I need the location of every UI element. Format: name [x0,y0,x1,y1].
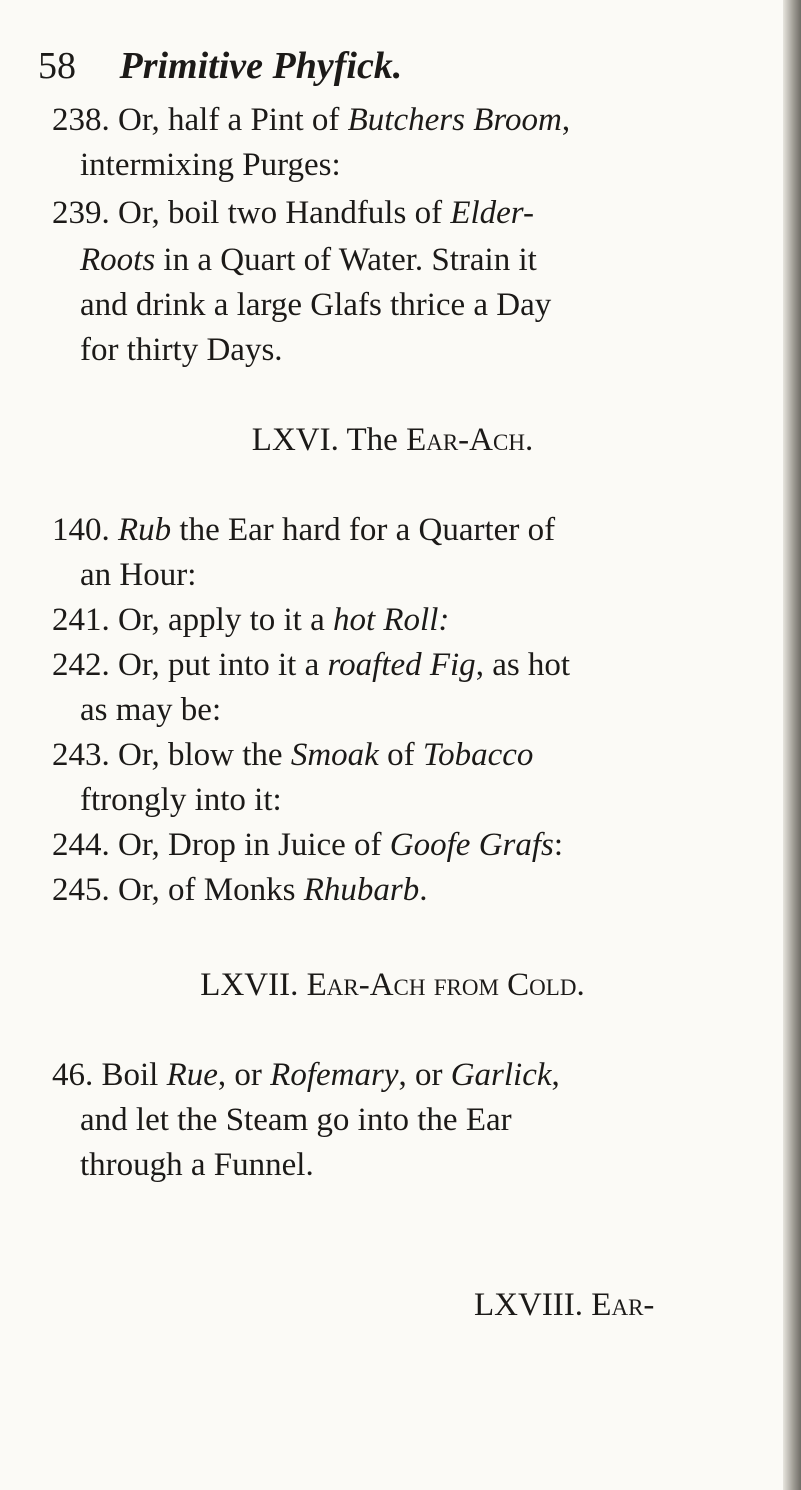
text-line [52,735,533,775]
text-line [52,870,427,910]
text-segment: LXVII. [200,967,307,1003]
text-segment: Rub [118,512,172,548]
text-segment: in a Quart of Water. Strain it [155,242,537,278]
text-segment: 238. Or, half a Pint of [52,102,348,138]
text-line [52,193,534,233]
text-line [52,510,555,550]
text-line [80,780,282,820]
running-title: Primitive Phyfick. [119,45,403,87]
text-line [80,240,537,280]
text-segment: Ear- [591,1287,655,1323]
text-segment: roafted Fig [327,647,476,683]
text-segment: , [551,1057,560,1093]
text-segment: an Hour: [80,557,197,593]
text-segment: , or [217,1057,271,1093]
catchword [474,1285,654,1325]
text-segment: , or [398,1057,451,1093]
text-segment: Rue [166,1057,218,1093]
text-segment: hot Roll: [332,602,450,638]
text-segment: Rhubarb [303,872,420,908]
text-segment: Tobacco [422,737,534,773]
text-segment: and let the Steam go into the Ear [80,1102,512,1138]
text-segment: Ear-Ach. [406,422,534,458]
text-segment: of [378,737,423,773]
text-segment: Ear-Ach from Cold. [306,967,585,1003]
text-line [80,690,221,730]
text-segment: 244. Or, Drop in Juice of [52,827,390,863]
text-line [52,1055,560,1095]
text-segment: ftrongly into it: [80,782,282,818]
text-segment: 242. Or, put into it a [52,647,328,683]
text-segment: 243. Or, blow the [52,737,291,773]
text-segment: 46. Boil [52,1057,167,1093]
text-line [80,555,196,595]
text-line [80,285,551,325]
text-segment: : [553,827,564,863]
text-segment: Smoak [290,737,379,773]
text-segment: through a Funnel. [80,1147,314,1183]
text-segment: the Ear hard for a Quarter of [171,512,556,548]
text-segment: Goofe Grafs [389,827,554,863]
text-line [80,145,341,185]
text-segment: as may be: [80,692,222,728]
section-heading [0,420,785,460]
section-heading [0,965,785,1005]
text-segment: , [561,102,571,138]
text-line [80,330,283,370]
text-segment: intermixing Purges: [80,147,341,183]
text-segment: LXVIII. [474,1287,592,1323]
text-segment: 241. Or, apply to it a [52,602,333,638]
text-segment: Rofemary [270,1057,399,1093]
page-edge-shadow [783,0,801,1490]
text-line [52,600,449,640]
text-line [80,1100,512,1140]
text-segment: Garlick [450,1057,552,1093]
text-segment: Elder- [450,195,534,231]
text-segment: , as hot [475,647,571,683]
text-segment: 140. [52,512,118,548]
text-line [52,645,570,685]
text-segment: and drink a large Glafs thrice a Day [80,287,552,323]
text-line [80,1145,314,1185]
text-segment: Butchers Broom [347,102,562,138]
text-line [52,825,563,865]
text-segment: 245. Or, of Monks [52,872,304,908]
running-header [38,46,402,86]
text-line [52,100,570,140]
text-segment: 239. Or, boil two Handfuls of [52,195,451,231]
text-segment: for thirty Days. [80,332,283,368]
text-segment: . [419,872,428,908]
page-number: 58 [38,45,76,87]
text-segment: Roots [80,242,156,278]
text-segment: LXVI. The [251,422,407,458]
